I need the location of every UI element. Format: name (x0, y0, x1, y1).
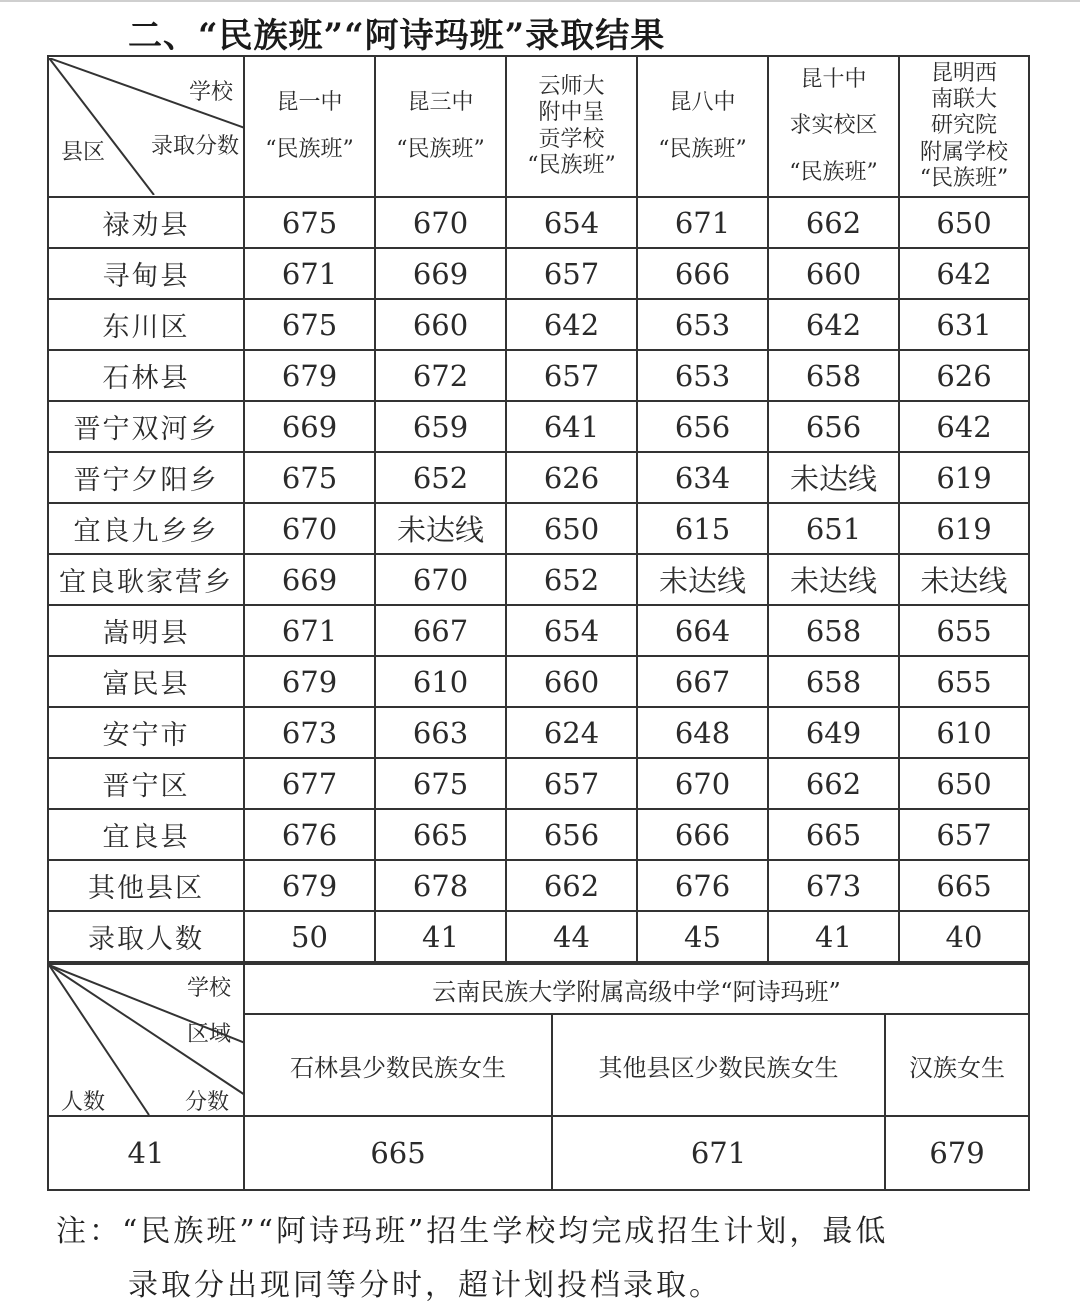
corner-label-region: 区域 (186, 1022, 231, 1047)
score-cell: 671 (637, 197, 768, 248)
table1-corner-cell (48, 56, 244, 197)
score-cell: 678 (375, 860, 506, 911)
score-cell: 624 (506, 707, 637, 758)
school-header-line: “民族班” (396, 136, 485, 162)
score-cell: 642 (506, 299, 637, 350)
corner-label-county: 县区 (61, 140, 106, 166)
county-cell: 其他县区 (48, 860, 244, 911)
score-cell: 654 (506, 197, 637, 248)
region-cell: 汉族女生 (885, 1014, 1029, 1116)
score-cell: 667 (375, 605, 506, 656)
county-cell: 嵩明县 (48, 605, 244, 656)
school-header-cell (637, 56, 768, 197)
section-title: 二、“民族班”“阿诗玛班”录取结果 (128, 16, 666, 56)
score-cell: 651 (768, 503, 899, 554)
school-header-line: 昆十中 (800, 67, 867, 92)
score-cell: 631 (899, 299, 1029, 350)
county-cell: 晋宁区 (48, 758, 244, 809)
footnote-line: 注：“民族班”“阿诗玛班”招生学校均完成招生计划，最低 (56, 1214, 889, 1249)
table-row (48, 350, 1029, 401)
score-cell: 642 (899, 401, 1029, 452)
school-header-cell (375, 56, 506, 197)
table-row (48, 911, 1029, 962)
score-cell: 642 (768, 299, 899, 350)
score-cell: 626 (899, 350, 1029, 401)
corner-label-score: 分数 (184, 1090, 229, 1115)
school-header-cell (768, 56, 899, 197)
score-cell: 未达线 (768, 554, 899, 605)
table-row (48, 554, 1029, 605)
score-cell: 657 (506, 248, 637, 299)
score-cell: 676 (637, 860, 768, 911)
county-cell: 宜良县 (48, 809, 244, 860)
school-header-cell (244, 56, 375, 197)
score-cell: 660 (768, 248, 899, 299)
score-cell: 656 (768, 401, 899, 452)
footnote (56, 1205, 1036, 1313)
score-cell: 642 (899, 248, 1029, 299)
table-row (48, 299, 1029, 350)
diagonal-lines (49, 58, 245, 195)
table-row (48, 860, 1029, 911)
score-cell: 655 (899, 656, 1029, 707)
admitted-count-cell: 41 (48, 1116, 244, 1190)
score-cell: 675 (375, 758, 506, 809)
score-cell: 45 (637, 911, 768, 962)
score-cell: 未达线 (768, 452, 899, 503)
table2-value-row (48, 1116, 1029, 1190)
score-cell: 665 (899, 860, 1029, 911)
score-cell: 675 (244, 299, 375, 350)
score-cell: 未达线 (637, 554, 768, 605)
score-cell: 679 (244, 350, 375, 401)
score-cell: 667 (637, 656, 768, 707)
score-cell: 675 (244, 197, 375, 248)
table2-header-row (48, 964, 1029, 1014)
score-cell: 610 (899, 707, 1029, 758)
school-header-cell (506, 56, 637, 197)
score-cell: 44 (506, 911, 637, 962)
score-cell: 648 (637, 707, 768, 758)
score-cell: 671 (552, 1116, 885, 1190)
table-row (48, 656, 1029, 707)
score-cell: 679 (244, 860, 375, 911)
school-header-line: 昆一中 (276, 90, 343, 116)
score-cell: 662 (506, 860, 637, 911)
county-cell: 东川区 (48, 299, 244, 350)
score-cell: 653 (637, 299, 768, 350)
score-cell: 660 (375, 299, 506, 350)
county-cell: 禄劝县 (48, 197, 244, 248)
school-header-line: 昆明西 (930, 60, 997, 86)
school-header-line: “民族班” (527, 152, 616, 178)
corner-label-school: 学校 (188, 80, 233, 106)
score-cell: 662 (768, 758, 899, 809)
score-cell: 672 (375, 350, 506, 401)
score-cell: 659 (375, 401, 506, 452)
score-cell: 41 (375, 911, 506, 962)
school-header-line: 云师大 (538, 73, 605, 99)
score-cell: 673 (244, 707, 375, 758)
table-row (48, 707, 1029, 758)
table2-corner-cell (48, 964, 244, 1116)
table-row (48, 809, 1029, 860)
score-cell: 650 (899, 758, 1029, 809)
score-cell: 670 (375, 197, 506, 248)
table1-header-row (48, 56, 1029, 197)
score-cell: 658 (768, 350, 899, 401)
footnote-line: 录取分出现同等分时，超计划投档录取。 (128, 1268, 722, 1303)
county-cell: 富民县 (48, 656, 244, 707)
school-header-line: “民族班” (265, 136, 354, 162)
school-header-cell (899, 56, 1029, 197)
score-cell: 664 (637, 605, 768, 656)
score-cell: 665 (768, 809, 899, 860)
score-cell: 649 (768, 707, 899, 758)
score-cell: 654 (506, 605, 637, 656)
school-header-line: 求实校区 (789, 113, 878, 139)
score-cell: 619 (899, 503, 1029, 554)
school-header-line: 昆三中 (407, 90, 474, 116)
score-cell: 626 (506, 452, 637, 503)
score-cell: 677 (244, 758, 375, 809)
score-cell: 658 (768, 656, 899, 707)
score-cell: 676 (244, 809, 375, 860)
score-cell: 619 (899, 452, 1029, 503)
table-row (48, 503, 1029, 554)
score-cell: 679 (885, 1116, 1029, 1190)
ashima-class-table (47, 963, 1030, 1191)
score-cell: 675 (244, 452, 375, 503)
score-cell: 650 (506, 503, 637, 554)
top-border-line (0, 0, 1080, 2)
score-cell: 652 (375, 452, 506, 503)
score-cell: 673 (768, 860, 899, 911)
score-cell: 657 (506, 758, 637, 809)
county-cell: 宜良九乡乡 (48, 503, 244, 554)
score-cell: 663 (375, 707, 506, 758)
corner-label-school: 学校 (186, 976, 231, 1001)
score-cell: 未达线 (899, 554, 1029, 605)
school-header-line: 附中呈 (538, 100, 605, 126)
score-cell: 679 (244, 656, 375, 707)
score-cell: 671 (244, 605, 375, 656)
score-cell: 40 (899, 911, 1029, 962)
score-cell: 615 (637, 503, 768, 554)
score-cell: 670 (375, 554, 506, 605)
score-cell: 671 (244, 248, 375, 299)
table2-school-name: 云南民族大学附属高级中学“阿诗玛班” (244, 964, 1029, 1014)
score-cell: 666 (637, 809, 768, 860)
corner-label-count: 人数 (61, 1090, 106, 1115)
score-cell: 41 (768, 911, 899, 962)
score-cell: 662 (768, 197, 899, 248)
county-cell: 晋宁夕阳乡 (48, 452, 244, 503)
school-header-line: 昆八中 (669, 90, 736, 116)
score-cell: 656 (506, 809, 637, 860)
score-cell: 665 (375, 809, 506, 860)
score-cell: 657 (899, 809, 1029, 860)
score-cell: 641 (506, 401, 637, 452)
score-cell: 665 (244, 1116, 552, 1190)
table-row (48, 758, 1029, 809)
school-header-line: 南联大 (930, 87, 997, 112)
score-cell: 653 (637, 350, 768, 401)
county-cell: 宜良耿家营乡 (48, 554, 244, 605)
score-cell: 634 (637, 452, 768, 503)
score-cell: 669 (244, 401, 375, 452)
table-row (48, 452, 1029, 503)
school-header-line: “民族班” (919, 166, 1009, 192)
ethnic-class-score-table (47, 55, 1030, 963)
score-cell: 670 (637, 758, 768, 809)
region-cell: 石林县少数民族女生 (244, 1014, 552, 1116)
table-row (48, 605, 1029, 656)
table-row (48, 197, 1029, 248)
table-row (48, 401, 1029, 452)
county-cell: 寻甸县 (48, 248, 244, 299)
score-cell: 658 (768, 605, 899, 656)
score-cell: 656 (637, 401, 768, 452)
school-header-line: 研究院 (930, 113, 997, 139)
school-header-line: “民族班” (658, 136, 747, 162)
score-cell: 未达线 (375, 503, 506, 554)
school-header-line: 贡学校 (538, 126, 605, 152)
county-cell: 石林县 (48, 350, 244, 401)
score-cell: 657 (506, 350, 637, 401)
school-header-line: 附属学校 (919, 139, 1008, 165)
score-cell: 652 (506, 554, 637, 605)
table-row (48, 248, 1029, 299)
score-cell: 660 (506, 656, 637, 707)
score-cell: 610 (375, 656, 506, 707)
score-cell: 670 (244, 503, 375, 554)
score-cell: 650 (899, 197, 1029, 248)
score-cell: 669 (375, 248, 506, 299)
corner-label-score: 录取分数 (150, 134, 239, 160)
region-cell: 其他县区少数民族女生 (552, 1014, 885, 1116)
score-cell: 655 (899, 605, 1029, 656)
score-cell: 50 (244, 911, 375, 962)
school-header-line: “民族班” (789, 159, 878, 185)
score-cell: 669 (244, 554, 375, 605)
county-cell: 安宁市 (48, 707, 244, 758)
county-cell: 晋宁双河乡 (48, 401, 244, 452)
county-cell: 录取人数 (48, 911, 244, 962)
score-cell: 666 (637, 248, 768, 299)
